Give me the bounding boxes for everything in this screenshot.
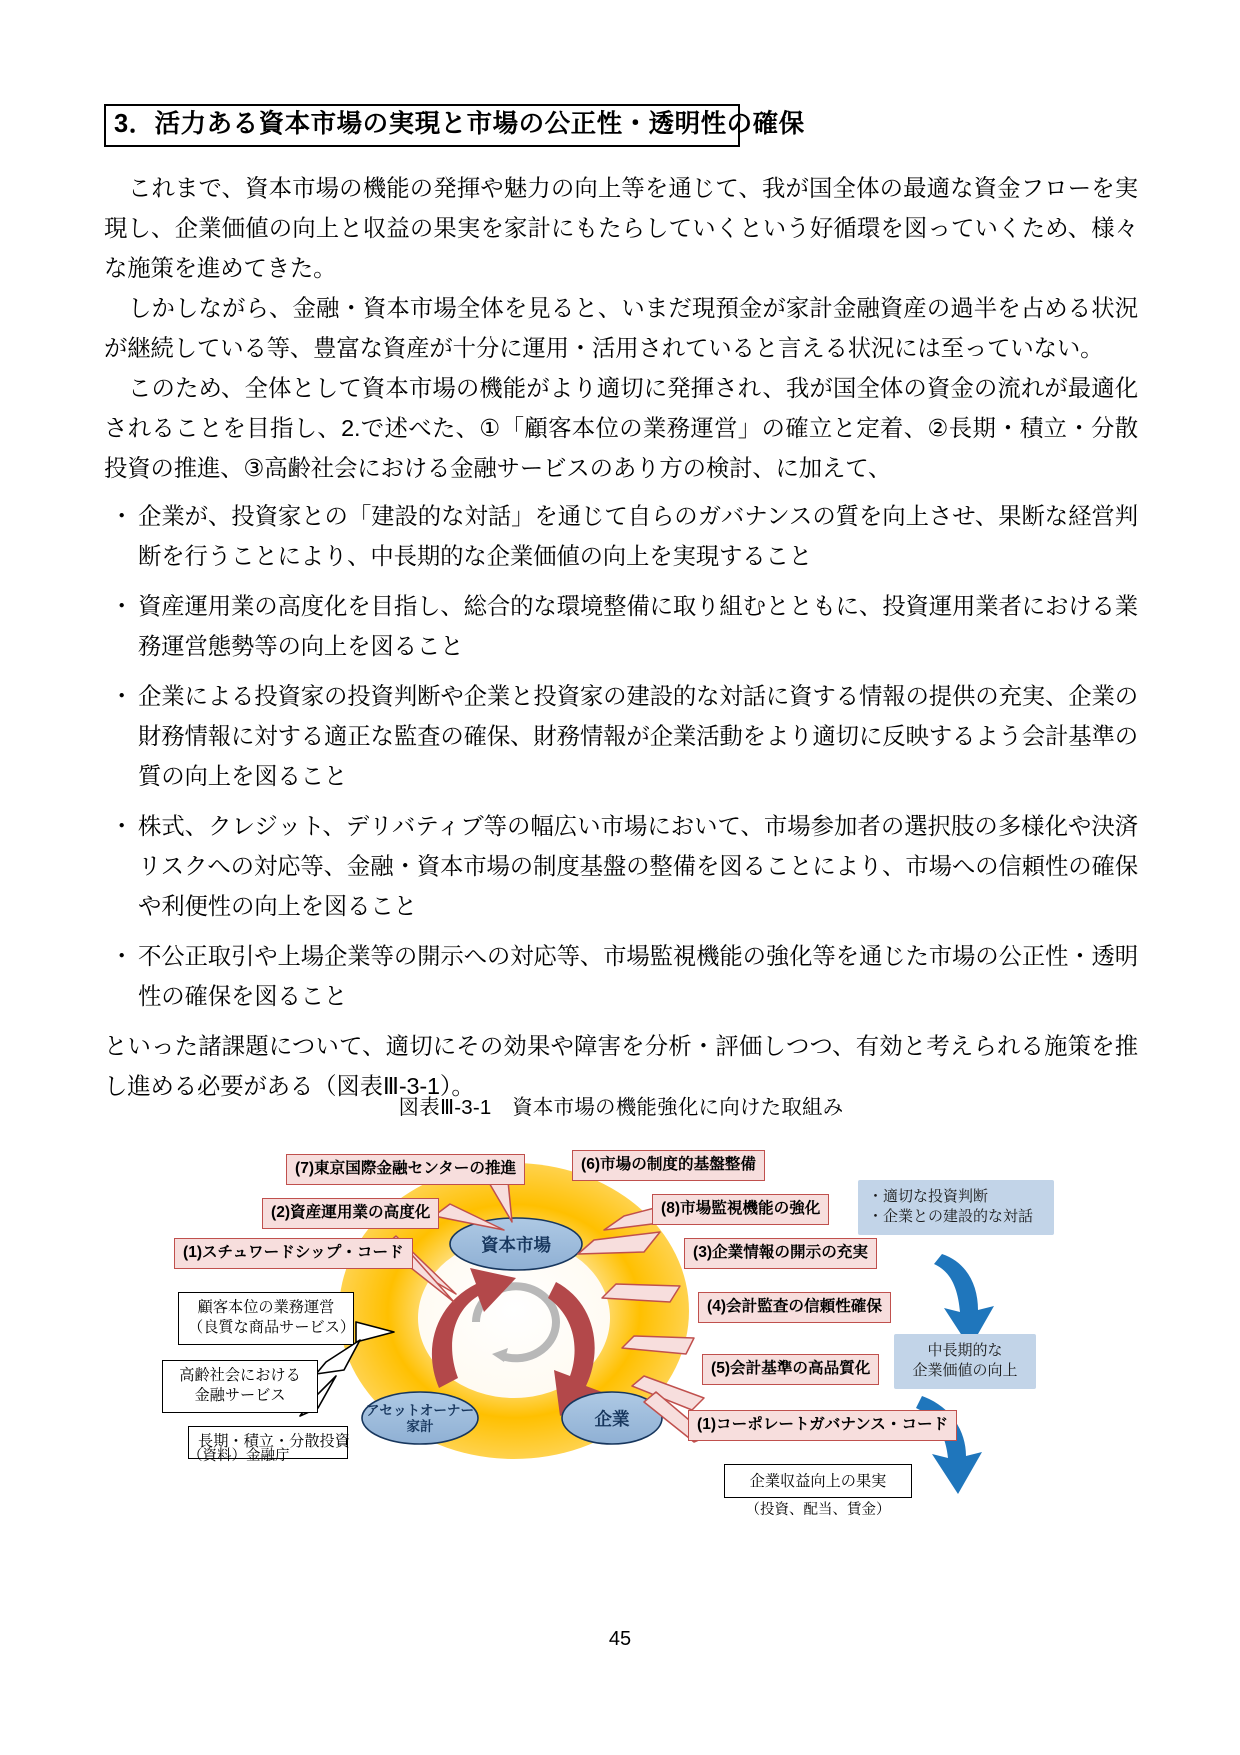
node-asset-owner-shape bbox=[362, 1392, 478, 1444]
investor-bullet-marker: ・ bbox=[868, 1188, 884, 1205]
customer-first-line2: （良質な商品サービス） bbox=[188, 1318, 356, 1336]
list-item bbox=[104, 496, 1138, 576]
list-item bbox=[104, 936, 1138, 1016]
bullet-list bbox=[104, 496, 1138, 1016]
aging-society-line2: 金融サービス bbox=[194, 1386, 286, 1404]
closing-paragraph: といった諸課題について、適切にその効果や障害を分析・評価しつつ、有効と考えられる施策を推し進める必要がある（図表Ⅲ-3-1）。 bbox=[104, 1033, 1138, 1099]
node-label-company: 企業 bbox=[594, 1408, 630, 1429]
corporate-value-line1: 中長期的な bbox=[927, 1342, 1003, 1359]
callout-corporate-governance-code[interactable]: (1)コーポレートガバナンス・コード bbox=[688, 1410, 957, 1441]
callout-tokyo-financial-center[interactable]: (7)東京国際金融センターの推進 bbox=[286, 1154, 525, 1185]
paragraph-3: このため、全体として資本市場の機能がより適切に発揮され、我が国全体の資金の流れが最適化されることを目指し、2.で述べた、①「顧客本位の業務運営」の確立と定着、②長期・積立・分散投資の推進、③高齢社会における金融サービスのあり方の検討、に加えて、 bbox=[104, 375, 1138, 481]
bullet-marker: ・ bbox=[110, 813, 134, 839]
figure-canvas bbox=[104, 1126, 1138, 1526]
box-investor-actions bbox=[858, 1180, 1054, 1235]
box-long-term-diversified-investment[interactable]: 長期・積立・分散投資 bbox=[188, 1426, 348, 1459]
list-item bbox=[104, 806, 1138, 926]
node-label-capital-market: 資本市場 bbox=[481, 1234, 551, 1255]
investor-action-item bbox=[868, 1207, 1044, 1227]
figure-source-note: （資料）金融庁 bbox=[188, 1448, 290, 1464]
bullet-marker: ・ bbox=[110, 683, 134, 709]
paragraph-2: しかしながら、金融・資本市場全体を見ると、いまだ現預金が家計金融資産の過半を占める状況が継続している等、豊富な資産が十分に運用・活用されていると言える状況には至っていない。 bbox=[104, 295, 1138, 361]
aging-society-line1: 高齢社会における bbox=[179, 1367, 301, 1384]
bullet-marker: ・ bbox=[110, 593, 134, 619]
callout-market-surveillance[interactable]: (8)市場監視機能の強化 bbox=[652, 1194, 829, 1225]
node-capital-market-shape bbox=[450, 1218, 582, 1270]
box-profit-improvement-fruit[interactable]: 企業収益向上の果実 bbox=[724, 1464, 912, 1498]
figure-container bbox=[104, 1090, 1138, 1526]
list-item-text: 企業による投資家の投資判断や企業と投資家の建設的な対話に資する情報の提供の充実、企業の財務情報に対する適正な監査の確保、財務情報が企業活動をより適切に反映するよう会計基準の質の向上を図ること bbox=[138, 683, 1138, 789]
callout-corporate-disclosure[interactable]: (3)企業情報の開示の充実 bbox=[684, 1238, 877, 1269]
investor-bullet-marker: ・ bbox=[868, 1208, 884, 1226]
callout-stewardship-code[interactable]: (1)スチュワードシップ・コード bbox=[174, 1238, 413, 1269]
corporate-value-line2: 企業価値の向上 bbox=[912, 1362, 1018, 1380]
asset-owner-line1: アセットオーナー bbox=[365, 1402, 475, 1418]
box-customer-first-operations[interactable] bbox=[178, 1292, 354, 1345]
bullet-marker: ・ bbox=[110, 503, 134, 529]
customer-first-line1: 顧客本位の業務運営 bbox=[197, 1299, 335, 1316]
callout-asset-management-advancement[interactable]: (2)資産運用業の高度化 bbox=[262, 1198, 439, 1229]
callout-accounting-standards-quality[interactable]: (5)会計基準の高品質化 bbox=[702, 1354, 879, 1385]
asset-owner-line2: 家計 bbox=[406, 1419, 434, 1434]
section-heading: 3．活力ある資本市場の実現と市場の公正性・透明性の確保 bbox=[104, 104, 740, 147]
box-corporate-value-improvement bbox=[894, 1334, 1036, 1389]
investor-action-2: 企業との建設的な対話 bbox=[883, 1208, 1034, 1226]
paragraph-1: これまで、資本市場の機能の発揮や魅力の向上等を通じて、我が国全体の最適な資金フローを実現し、企業価値の向上と収益の果実を家計にもたらしていくという好循環を図っていくため、様々な施策を進めてきた。 bbox=[104, 175, 1138, 281]
callout-audit-reliability[interactable]: (4)会計監査の信頼性確保 bbox=[698, 1292, 891, 1323]
list-item-text: 資産運用業の高度化を目指し、総合的な環境整備に取り組むとともに、投資運用業者における業務運営態勢等の向上を図ること bbox=[138, 593, 1138, 659]
list-item bbox=[104, 586, 1138, 666]
figure-title: 図表Ⅲ-3-1 資本市場の機能強化に向けた取組み bbox=[398, 1096, 844, 1119]
list-item-text: 不公正取引や上場企業等の開示への対応等、市場監視機能の強化等を通じた市場の公正性・透明性の確保を図ること bbox=[138, 943, 1138, 1009]
investor-action-item bbox=[868, 1187, 1044, 1207]
box-aging-society-services[interactable] bbox=[162, 1360, 318, 1413]
list-item bbox=[104, 676, 1138, 796]
list-item-text: 企業が、投資家との「建設的な対話」を通じて自らのガバナンスの質を向上させ、果断な経営判断を行うことにより、中長期的な企業価値の向上を実現すること bbox=[138, 503, 1138, 569]
callout-market-institutional-infrastructure[interactable]: (6)市場の制度的基盤整備 bbox=[572, 1150, 765, 1181]
page-number: 45 bbox=[608, 1628, 632, 1650]
bullet-marker: ・ bbox=[110, 943, 134, 969]
investor-action-1: 適切な投資判断 bbox=[883, 1188, 989, 1205]
body-text-block bbox=[104, 168, 1138, 1106]
note-profit-breakdown: （投資、配当、賃金） bbox=[745, 1502, 891, 1518]
list-item-text: 株式、クレジット、デリバティブ等の幅広い市場において、市場参加者の選択肢の多様化や決済リスクへの対応等、金融・資本市場の制度基盤の整備を図ることにより、市場への信頼性の確保や利便性の向上を図ること bbox=[138, 813, 1138, 919]
